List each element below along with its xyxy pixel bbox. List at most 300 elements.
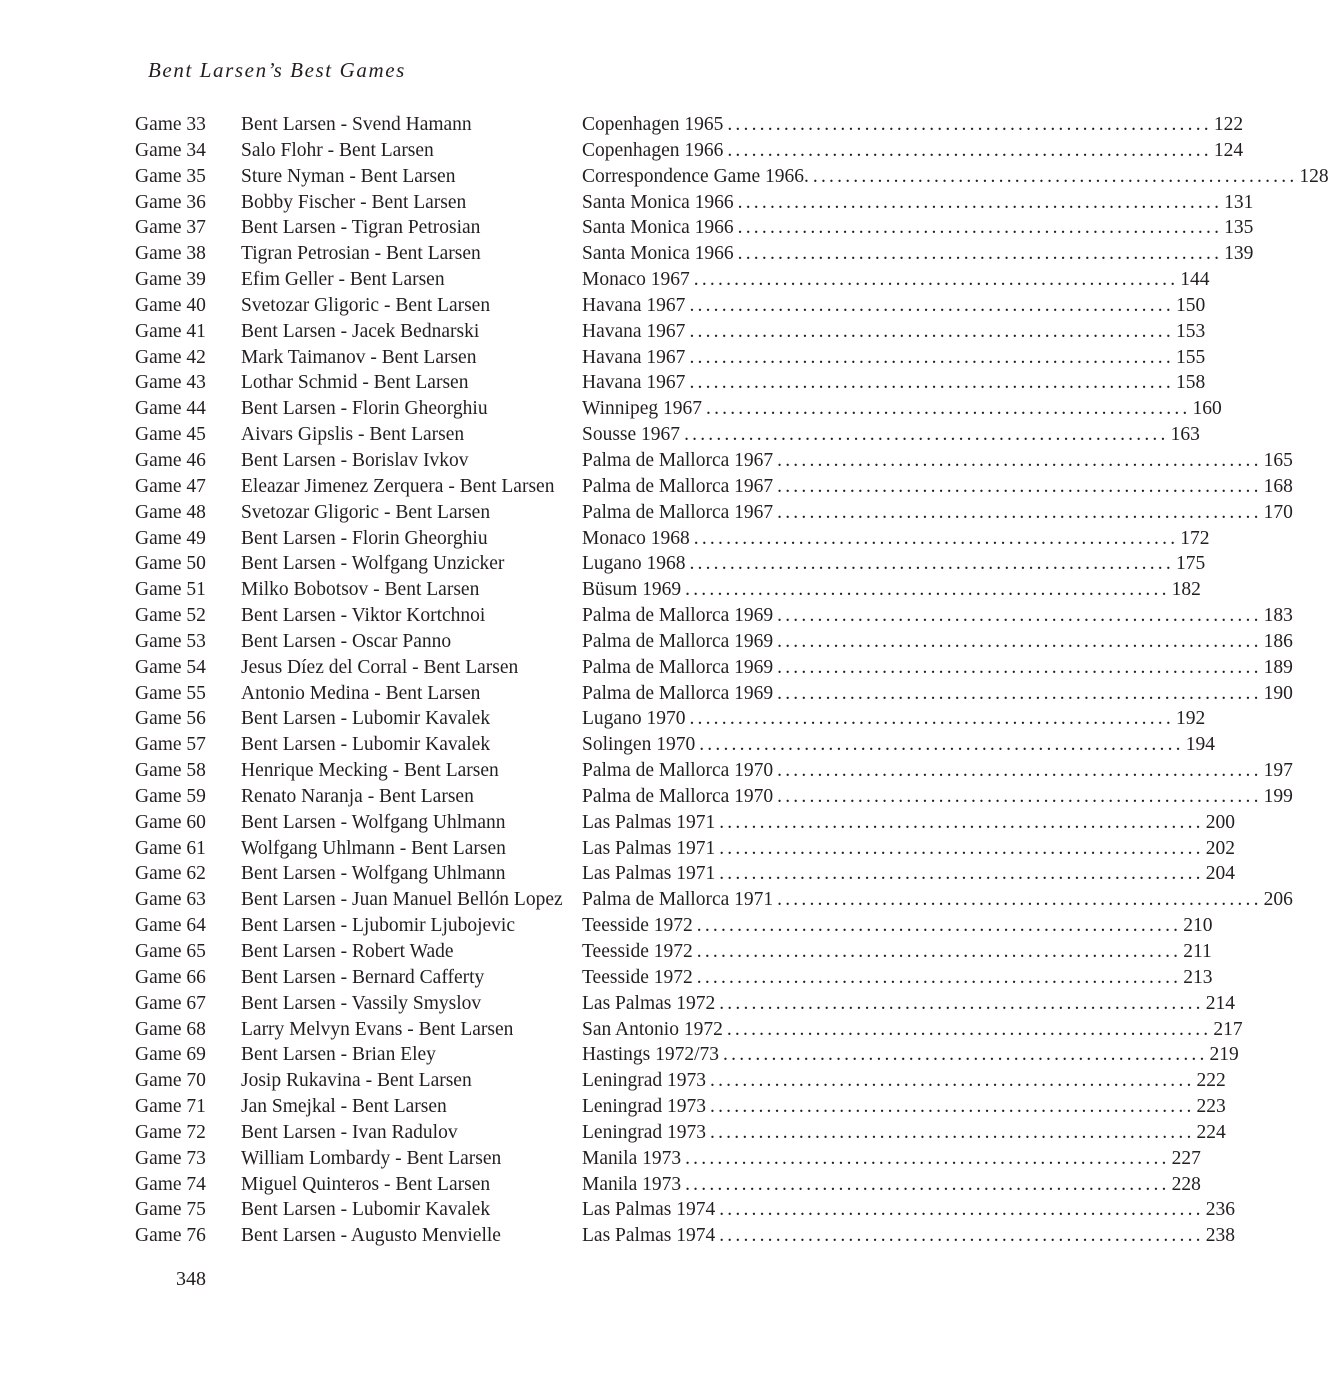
event-name: Sousse 1967 <box>582 424 681 446</box>
page-reference: 144 <box>1180 269 1210 291</box>
toc-entry <box>135 1223 1235 1249</box>
page-reference: 192 <box>1175 708 1206 730</box>
game-event <box>582 991 1235 1017</box>
page-reference: 219 <box>1209 1044 1239 1066</box>
game-number: Game 65 <box>135 941 206 962</box>
game-number: Game 52 <box>135 605 206 627</box>
event-name: Palma de Mallorca 1967 <box>582 449 774 471</box>
game-event <box>582 112 1244 138</box>
running-head: Bent Larsen’s Best Games <box>148 58 406 82</box>
game-players: Tigran Petrosian - Bent Larsen <box>241 243 481 265</box>
event-name: Manila 1973 <box>582 1147 682 1169</box>
game-players: Bent Larsen - Wolfgang Unzicker <box>241 553 505 575</box>
toc-entry <box>135 681 1293 707</box>
dot-leader: ............................................................ <box>777 785 1262 807</box>
game-event <box>582 474 1293 500</box>
event-name: Palma de Mallorca 1969 <box>582 656 774 678</box>
event-name: Havana 1967 <box>582 346 686 368</box>
event-name: Palma de Mallorca 1970 <box>582 760 774 782</box>
page-reference: 175 <box>1175 553 1206 575</box>
game-number: Game 60 <box>135 811 206 833</box>
game-players: Renato Naranja - Bent Larsen <box>241 785 474 807</box>
game-players: Milko Bobotsov - Bent Larsen <box>241 579 480 601</box>
page-reference: 139 <box>1224 243 1254 265</box>
toc-entry <box>135 732 1215 758</box>
dot-leader: ............................................................ <box>710 1121 1195 1143</box>
toc-entry <box>135 448 1293 474</box>
event-name: Leningrad 1973 <box>582 1070 707 1092</box>
game-event <box>582 241 1254 267</box>
game-number: Game 64 <box>135 915 206 937</box>
toc-entry <box>135 164 1329 190</box>
page-reference: 122 <box>1213 114 1244 135</box>
game-event <box>582 422 1200 448</box>
dot-leader: ............................................................ <box>719 863 1204 885</box>
page-reference: 124 <box>1213 139 1244 161</box>
game-players: Bent Larsen - Lubomir Kavalek <box>241 734 491 756</box>
game-number: Game 71 <box>135 1096 206 1118</box>
game-number: Game 76 <box>135 1225 206 1247</box>
event-name: Palma de Mallorca 1970 <box>582 785 774 807</box>
game-players: Henrique Mecking - Bent Larsen <box>241 760 499 782</box>
game-number: Game 57 <box>135 734 206 756</box>
game-number: Game 70 <box>135 1070 206 1092</box>
game-players: Bent Larsen - Lubomir Kavalek <box>241 708 491 730</box>
toc-entry <box>135 215 1254 241</box>
game-number: Game 62 <box>135 863 206 885</box>
game-number: Game 34 <box>135 139 206 161</box>
dot-leader: ............................................................ <box>719 1225 1204 1247</box>
game-number: Game 61 <box>135 837 206 859</box>
page-reference: 155 <box>1175 346 1206 368</box>
game-event <box>582 1094 1226 1120</box>
page-reference: 227 <box>1171 1147 1201 1169</box>
game-number: Game 66 <box>135 966 206 988</box>
game-number: Game 54 <box>135 656 206 678</box>
page-reference: 165 <box>1263 449 1293 471</box>
dot-leader: ............................................................ <box>689 320 1174 342</box>
toc-entry <box>135 1197 1235 1223</box>
dot-leader: ............................................................ <box>706 398 1191 420</box>
game-players: Bent Larsen - Tigran Petrosian <box>241 217 481 239</box>
toc-entry <box>135 603 1293 629</box>
game-players: Bent Larsen - Lubomir Kavalek <box>241 1199 491 1221</box>
game-event <box>582 629 1293 655</box>
page-reference: 228 <box>1171 1173 1201 1195</box>
game-players: Bent Larsen - Svend Hamann <box>241 114 472 135</box>
toc-entry <box>135 836 1235 862</box>
game-event <box>582 164 1329 190</box>
game-players: Salo Flohr - Bent Larsen <box>241 139 434 161</box>
toc-entry <box>135 1172 1201 1198</box>
event-name: Teesside 1972 <box>582 966 693 988</box>
game-number: Game 42 <box>135 346 206 368</box>
toc-entry <box>135 861 1235 887</box>
game-number: Game 67 <box>135 992 206 1014</box>
game-event <box>582 887 1293 913</box>
dot-leader: ............................................................ <box>684 424 1169 446</box>
page-reference: 160 <box>1192 398 1222 420</box>
dot-leader: ............................................................ <box>777 889 1262 911</box>
table-of-contents <box>135 112 1329 1249</box>
game-event <box>582 370 1206 396</box>
dot-leader: ............................................................ <box>777 605 1262 627</box>
game-event <box>582 965 1213 991</box>
game-players: Bent Larsen - Augusto Menvielle <box>241 1225 501 1247</box>
event-name: Büsum 1969 <box>582 579 682 601</box>
toc-entry <box>135 706 1206 732</box>
toc-entry <box>135 138 1244 164</box>
game-event <box>582 345 1206 371</box>
page-reference: 190 <box>1263 682 1293 704</box>
page-reference: 214 <box>1205 992 1235 1014</box>
game-players: Larry Melvyn Evans - Bent Larsen <box>241 1018 514 1040</box>
toc-entry <box>135 551 1206 577</box>
dot-leader: ............................................................ <box>689 346 1174 368</box>
dot-leader: ............................................................ <box>710 1096 1195 1118</box>
event-name: San Antonio 1972 <box>582 1018 723 1040</box>
game-number: Game 59 <box>135 785 206 807</box>
game-number: Game 53 <box>135 630 206 652</box>
game-event <box>582 1017 1243 1043</box>
page-reference: 224 <box>1196 1121 1226 1143</box>
toc-entry <box>135 810 1235 836</box>
dot-leader: ............................................................ <box>696 941 1182 962</box>
dot-leader: ............................................................ <box>727 114 1212 135</box>
dot-leader: ............................................................ <box>696 966 1182 988</box>
page-reference: 202 <box>1205 837 1235 859</box>
page-reference: 206 <box>1263 889 1293 911</box>
game-players: William Lombardy - Bent Larsen <box>241 1147 502 1169</box>
dot-leader: ............................................................ <box>685 1147 1170 1169</box>
toc-entry <box>135 1146 1201 1172</box>
page-reference: 182 <box>1171 579 1201 601</box>
page-reference: 200 <box>1205 811 1235 833</box>
game-number: Game 75 <box>135 1199 206 1221</box>
toc-entry <box>135 939 1212 965</box>
toc-entry <box>135 784 1293 810</box>
toc-entry <box>135 965 1213 991</box>
dot-leader: ............................................................ <box>723 1044 1208 1066</box>
dot-leader: ............................................................ <box>689 553 1174 575</box>
page-reference: 197 <box>1263 760 1293 782</box>
game-number: Game 45 <box>135 424 206 446</box>
game-players: Jesus Díez del Corral - Bent Larsen <box>241 656 519 678</box>
game-event <box>582 138 1244 164</box>
game-number: Game 74 <box>135 1173 206 1195</box>
page-reference: 238 <box>1205 1225 1235 1247</box>
dot-leader: ............................................................ <box>777 682 1262 704</box>
toc-entry <box>135 1120 1226 1146</box>
game-players: Svetozar Gligoric - Bent Larsen <box>241 501 491 523</box>
page-reference: 128 <box>1299 165 1329 187</box>
page-reference: 186 <box>1263 630 1293 652</box>
page-reference: 210 <box>1183 915 1213 937</box>
event-name: Las Palmas 1972 <box>582 992 716 1014</box>
game-players: Wolfgang Uhlmann - Bent Larsen <box>241 837 506 859</box>
event-name: Palma de Mallorca 1969 <box>582 605 774 627</box>
game-players: Sture Nyman - Bent Larsen <box>241 165 456 187</box>
event-name: Winnipeg 1967 <box>582 398 702 420</box>
dot-leader: ............................................................ <box>696 915 1182 937</box>
event-name: Teesside 1972 <box>582 941 693 962</box>
dot-leader: ............................................................ <box>719 811 1204 833</box>
page-reference: 194 <box>1185 734 1215 756</box>
event-name: Monaco 1968 <box>582 527 690 549</box>
event-name: Las Palmas 1974 <box>582 1199 716 1221</box>
event-name: Palma de Mallorca 1969 <box>582 682 774 704</box>
game-number: Game 41 <box>135 320 206 342</box>
toc-entry <box>135 577 1201 603</box>
game-event <box>582 758 1293 784</box>
dot-leader: ............................................................ <box>812 165 1298 187</box>
game-players: Bent Larsen - Oscar Panno <box>241 630 452 652</box>
page-reference: 153 <box>1175 320 1206 342</box>
game-event <box>582 1197 1235 1223</box>
game-players: Efim Geller - Bent Larsen <box>241 269 445 291</box>
page-reference: 211 <box>1183 941 1212 962</box>
game-event <box>582 396 1222 422</box>
game-number: Game 47 <box>135 475 206 497</box>
game-number: Game 33 <box>135 114 206 135</box>
game-number: Game 55 <box>135 682 206 704</box>
dot-leader: ............................................................ <box>685 1173 1170 1195</box>
page-reference: 204 <box>1205 863 1235 885</box>
dot-leader: ............................................................ <box>777 760 1262 782</box>
event-name: Copenhagen 1965 <box>582 114 724 135</box>
event-name: Havana 1967 <box>582 294 686 316</box>
dot-leader: ............................................................ <box>777 656 1262 678</box>
game-players: Eleazar Jimenez Zerquera - Bent Larsen <box>241 475 555 497</box>
event-name: Leningrad 1973 <box>582 1096 707 1118</box>
toc-entry <box>135 370 1206 396</box>
event-name: Santa Monica 1966 <box>582 243 734 265</box>
game-players: Antonio Medina - Bent Larsen <box>241 682 481 704</box>
page-reference: 135 <box>1224 217 1254 239</box>
toc-entry <box>135 655 1293 681</box>
event-name: Las Palmas 1971 <box>582 837 716 859</box>
toc-entry <box>135 629 1293 655</box>
toc-entry <box>135 241 1254 267</box>
toc-entry <box>135 396 1222 422</box>
dot-leader: ............................................................ <box>719 992 1204 1014</box>
page-reference: 131 <box>1224 191 1254 213</box>
game-players: Miguel Quinteros - Bent Larsen <box>241 1173 491 1195</box>
game-players: Josip Rukavina - Bent Larsen <box>241 1070 472 1092</box>
page-reference: 163 <box>1170 424 1200 446</box>
toc-entry <box>135 887 1293 913</box>
page-reference: 158 <box>1175 372 1206 394</box>
game-event <box>582 939 1212 965</box>
game-event <box>582 706 1206 732</box>
event-name: Palma de Mallorca 1967 <box>582 475 774 497</box>
game-event <box>582 681 1293 707</box>
dot-leader: ............................................................ <box>727 139 1212 161</box>
dot-leader: ............................................................ <box>726 1018 1212 1040</box>
game-event <box>582 1120 1226 1146</box>
game-event <box>582 603 1293 629</box>
game-event <box>582 1172 1201 1198</box>
event-name: Palma de Mallorca 1967 <box>582 501 774 523</box>
page-reference: 183 <box>1263 605 1293 627</box>
event-name: Correspondence Game 1966. <box>582 165 809 187</box>
event-name: Monaco 1967 <box>582 269 690 291</box>
page-reference: 189 <box>1263 656 1293 678</box>
page-reference: 223 <box>1196 1096 1226 1118</box>
dot-leader: ............................................................ <box>737 243 1223 265</box>
toc-entry <box>135 913 1213 939</box>
toc-entry <box>135 345 1206 371</box>
game-event <box>582 267 1210 293</box>
game-players: Bent Larsen - Vassily Smyslov <box>241 992 482 1014</box>
game-number: Game 48 <box>135 501 206 523</box>
event-name: Teesside 1972 <box>582 915 693 937</box>
game-event <box>582 577 1201 603</box>
dot-leader: ............................................................ <box>699 734 1184 756</box>
game-number: Game 72 <box>135 1121 206 1143</box>
game-players: Svetozar Gligoric - Bent Larsen <box>241 294 491 316</box>
event-name: Hastings 1972/73 <box>582 1044 720 1066</box>
dot-leader: ............................................................ <box>693 527 1179 549</box>
game-number: Game 69 <box>135 1044 206 1066</box>
page-reference: 213 <box>1183 966 1213 988</box>
event-name: Santa Monica 1966 <box>582 191 734 213</box>
dot-leader: ............................................................ <box>737 191 1223 213</box>
game-players: Jan Smejkal - Bent Larsen <box>241 1096 447 1118</box>
dot-leader: ............................................................ <box>689 294 1174 316</box>
game-players: Bent Larsen - Juan Manuel Bellón Lopez <box>241 889 563 911</box>
game-event <box>582 1223 1235 1249</box>
toc-entry <box>135 190 1254 216</box>
page-reference: 222 <box>1196 1070 1226 1092</box>
game-number: Game 40 <box>135 294 206 316</box>
game-number: Game 35 <box>135 165 206 187</box>
game-event <box>582 526 1210 552</box>
game-number: Game 43 <box>135 372 206 394</box>
event-name: Havana 1967 <box>582 372 686 394</box>
page-number: 348 <box>176 1268 206 1290</box>
event-name: Santa Monica 1966 <box>582 217 734 239</box>
game-event <box>582 551 1206 577</box>
dot-leader: ............................................................ <box>693 269 1179 291</box>
page-reference: 172 <box>1180 527 1210 549</box>
dot-leader: ............................................................ <box>689 708 1174 730</box>
event-name: Palma de Mallorca 1969 <box>582 630 774 652</box>
toc-entry <box>135 991 1235 1017</box>
game-players: Bent Larsen - Ivan Radulov <box>241 1121 458 1143</box>
game-event <box>582 500 1293 526</box>
game-number: Game 38 <box>135 243 206 265</box>
game-players: Bent Larsen - Robert Wade <box>241 941 454 962</box>
page-reference: 217 <box>1213 1018 1243 1040</box>
page-reference: 150 <box>1175 294 1206 316</box>
game-number: Game 36 <box>135 191 206 213</box>
toc-entry <box>135 293 1206 319</box>
event-name: Manila 1973 <box>582 1173 682 1195</box>
event-name: Lugano 1968 <box>582 553 686 575</box>
game-event <box>582 319 1206 345</box>
dot-leader: ............................................................ <box>685 579 1170 601</box>
dot-leader: ............................................................ <box>689 372 1174 394</box>
toc-entry <box>135 474 1293 500</box>
dot-leader: ............................................................ <box>719 1199 1204 1221</box>
game-number: Game 50 <box>135 553 206 575</box>
page-reference: 236 <box>1205 1199 1235 1221</box>
game-players: Bent Larsen - Borislav Ivkov <box>241 449 469 471</box>
game-players: Bent Larsen - Florin Gheorghiu <box>241 398 488 420</box>
game-players: Bent Larsen - Jacek Bednarski <box>241 320 480 342</box>
game-number: Game 68 <box>135 1018 206 1040</box>
page-reference: 168 <box>1263 475 1293 497</box>
game-event <box>582 1042 1239 1068</box>
game-event <box>582 861 1235 887</box>
game-players: Lothar Schmid - Bent Larsen <box>241 372 469 394</box>
dot-leader: ............................................................ <box>777 501 1262 523</box>
toc-entry <box>135 526 1210 552</box>
dot-leader: ............................................................ <box>710 1070 1195 1092</box>
dot-leader: ............................................................ <box>777 449 1262 471</box>
game-players: Bent Larsen - Wolfgang Uhlmann <box>241 811 506 833</box>
game-number: Game 56 <box>135 708 206 730</box>
game-players: Aivars Gipslis - Bent Larsen <box>241 424 465 446</box>
toc-entry <box>135 500 1293 526</box>
event-name: Las Palmas 1971 <box>582 863 716 885</box>
game-players: Mark Taimanov - Bent Larsen <box>241 346 477 368</box>
page-reference: 199 <box>1263 785 1293 807</box>
game-event <box>582 655 1293 681</box>
dot-leader: ............................................................ <box>777 630 1262 652</box>
game-event <box>582 215 1254 241</box>
toc-entry <box>135 422 1200 448</box>
game-event <box>582 810 1235 836</box>
game-players: Bobby Fischer - Bent Larsen <box>241 191 467 213</box>
game-players: Bent Larsen - Viktor Kortchnoi <box>241 605 486 627</box>
page-reference: 170 <box>1263 501 1293 523</box>
event-name: Lugano 1970 <box>582 708 686 730</box>
toc-entry <box>135 1068 1226 1094</box>
game-players: Bent Larsen - Bernard Cafferty <box>241 966 485 988</box>
dot-leader: ............................................................ <box>737 217 1223 239</box>
event-name: Copenhagen 1966 <box>582 139 724 161</box>
game-event <box>582 784 1293 810</box>
game-event <box>582 913 1213 939</box>
game-event <box>582 190 1254 216</box>
event-name: Las Palmas 1974 <box>582 1225 716 1247</box>
game-number: Game 49 <box>135 527 206 549</box>
event-name: Las Palmas 1971 <box>582 811 716 833</box>
dot-leader: ............................................................ <box>719 837 1204 859</box>
event-name: Havana 1967 <box>582 320 686 342</box>
event-name: Palma de Mallorca 1971 <box>582 889 774 911</box>
dot-leader: ............................................................ <box>777 475 1262 497</box>
game-event <box>582 1146 1201 1172</box>
toc-entry <box>135 758 1293 784</box>
toc-entry <box>135 112 1244 138</box>
toc-entry <box>135 267 1210 293</box>
toc-entry <box>135 1094 1226 1120</box>
game-number: Game 37 <box>135 217 206 239</box>
toc-entry <box>135 1042 1239 1068</box>
game-number: Game 51 <box>135 579 206 601</box>
game-number: Game 63 <box>135 889 206 911</box>
game-players: Bent Larsen - Brian Eley <box>241 1044 436 1066</box>
game-event <box>582 1068 1226 1094</box>
game-event <box>582 293 1206 319</box>
game-number: Game 58 <box>135 760 206 782</box>
game-players: Bent Larsen - Ljubomir Ljubojevic <box>241 915 516 937</box>
game-players: Bent Larsen - Wolfgang Uhlmann <box>241 863 506 885</box>
game-event <box>582 732 1215 758</box>
